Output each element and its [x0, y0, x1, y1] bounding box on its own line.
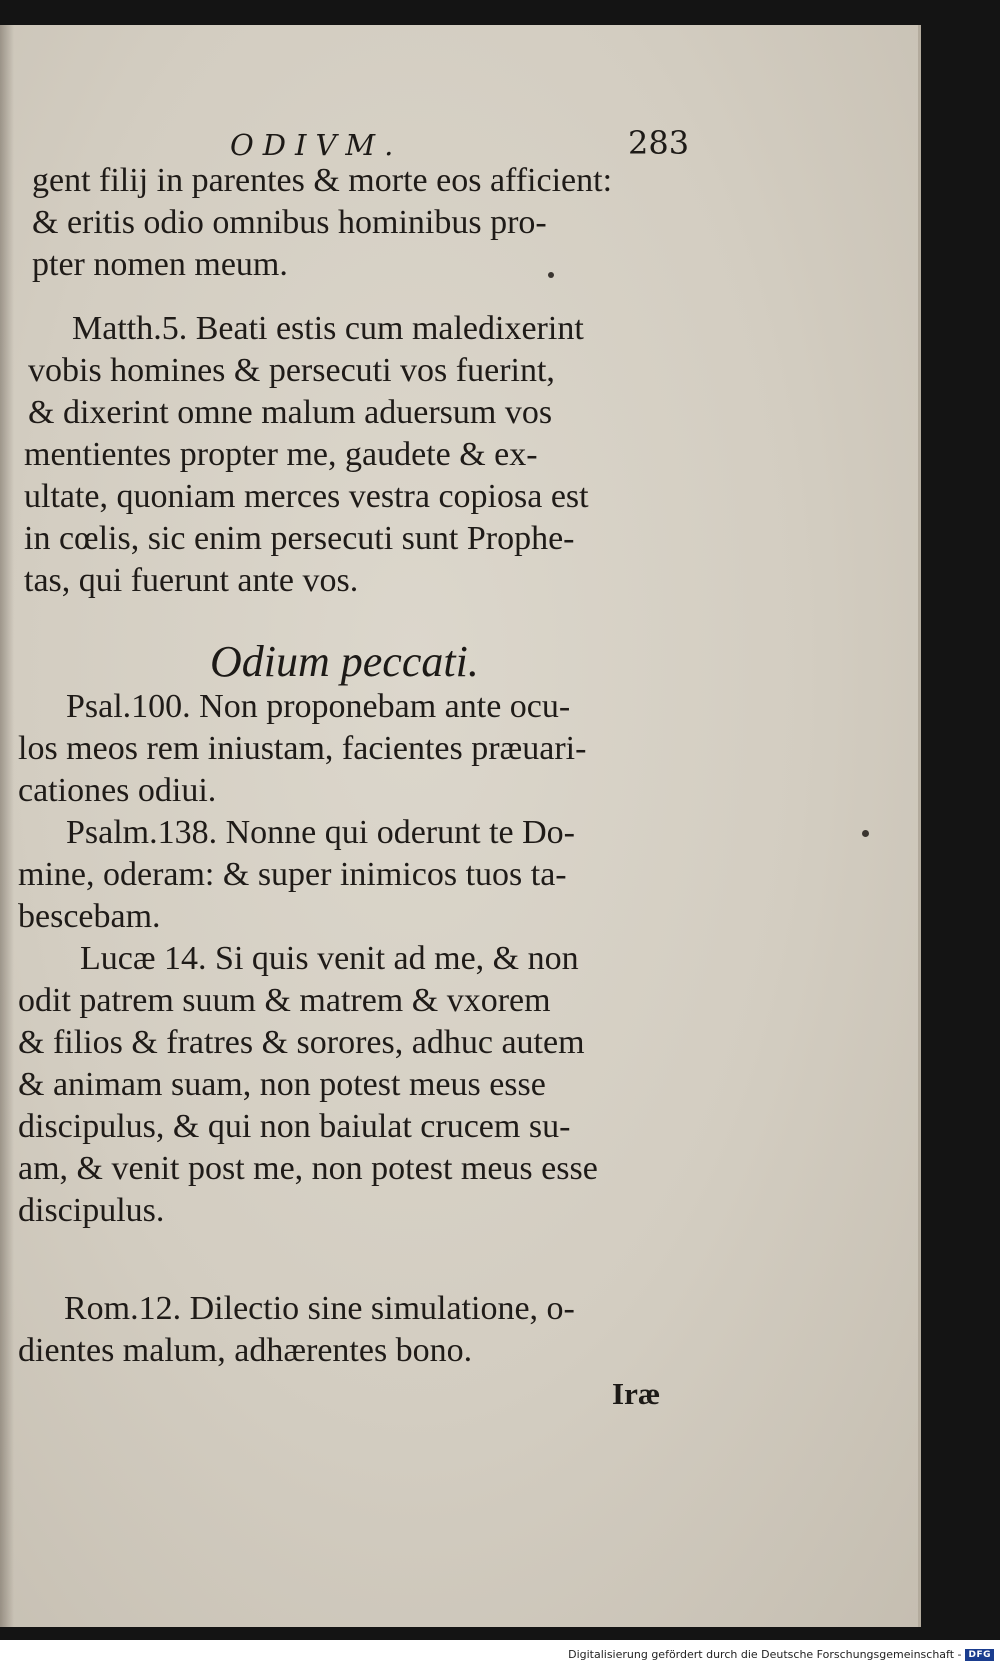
text-line: & animam suam, non potest meus esse — [18, 1066, 546, 1103]
dfg-logo: DFG — [965, 1649, 994, 1661]
running-head: ODIVM. — [230, 128, 403, 162]
text-line: Lucæ 14. Si quis venit ad me, & non — [80, 940, 579, 977]
text-line: mentientes propter me, gaudete & ex- — [24, 436, 538, 473]
text-line: mine, oderam: & super inimicos tuos ta- — [18, 856, 567, 893]
text-line: bescebam. — [18, 898, 161, 935]
text-line: discipulus. — [18, 1192, 165, 1229]
credit-text: Digitalisierung gefördert durch die Deutsche Forschungsgemeinschaft - — [568, 1648, 962, 1661]
text-line: & filios & fratres & sorores, adhuc autem — [18, 1024, 585, 1061]
text-line: in cœlis, sic enim persecuti sunt Prophe- — [24, 520, 575, 557]
ink-spot — [862, 830, 869, 837]
text-line: discipulus, & qui non baiulat crucem su- — [18, 1108, 571, 1145]
section-heading: Odium peccati. — [210, 637, 479, 686]
text-line: cationes odiui. — [18, 772, 217, 809]
text-line: gent filij in parentes & morte eos afficient: — [32, 162, 613, 199]
text-line: & dixerint omne malum aduersum vos — [28, 394, 553, 431]
text-line: ultate, quoniam merces vestra copiosa est — [24, 478, 589, 515]
catchword: Iræ — [612, 1376, 661, 1411]
text-line: Matth.5. Beati estis cum maledixerint — [72, 310, 584, 347]
text-line: am, & venit post me, non potest meus esse — [18, 1150, 598, 1187]
text-line: vobis homines & persecuti vos fuerint, — [28, 352, 555, 389]
text-block-matthew-5 — [18, 308, 676, 602]
text-line: odit patrem suum & matrem & vxorem — [18, 982, 551, 1019]
text-block-psalms-luke — [18, 686, 676, 1232]
digitization-credit — [568, 1648, 994, 1661]
text-line: los meos rem iniustam, facientes præuari- — [18, 730, 587, 767]
text-line: Psalm.138. Nonne qui oderunt te Do- — [66, 814, 575, 851]
text-line: Psal.100. Non proponebam ante ocu- — [66, 688, 571, 725]
text-line: Rom.12. Dilectio sine simulatione, o- — [64, 1290, 575, 1327]
page-gutter-shadow — [0, 25, 14, 1627]
text-block-romans-12 — [18, 1288, 676, 1372]
text-line: pter nomen meum. — [32, 246, 288, 283]
page-number: 283 — [628, 124, 690, 162]
text-line: & eritis odio omnibus hominibus pro- — [32, 204, 547, 241]
text-line: dientes malum, adhærentes bono. — [18, 1332, 473, 1369]
text-line: tas, qui fuerunt ante vos. — [24, 562, 359, 599]
text-block-matthew-10 — [18, 160, 676, 286]
